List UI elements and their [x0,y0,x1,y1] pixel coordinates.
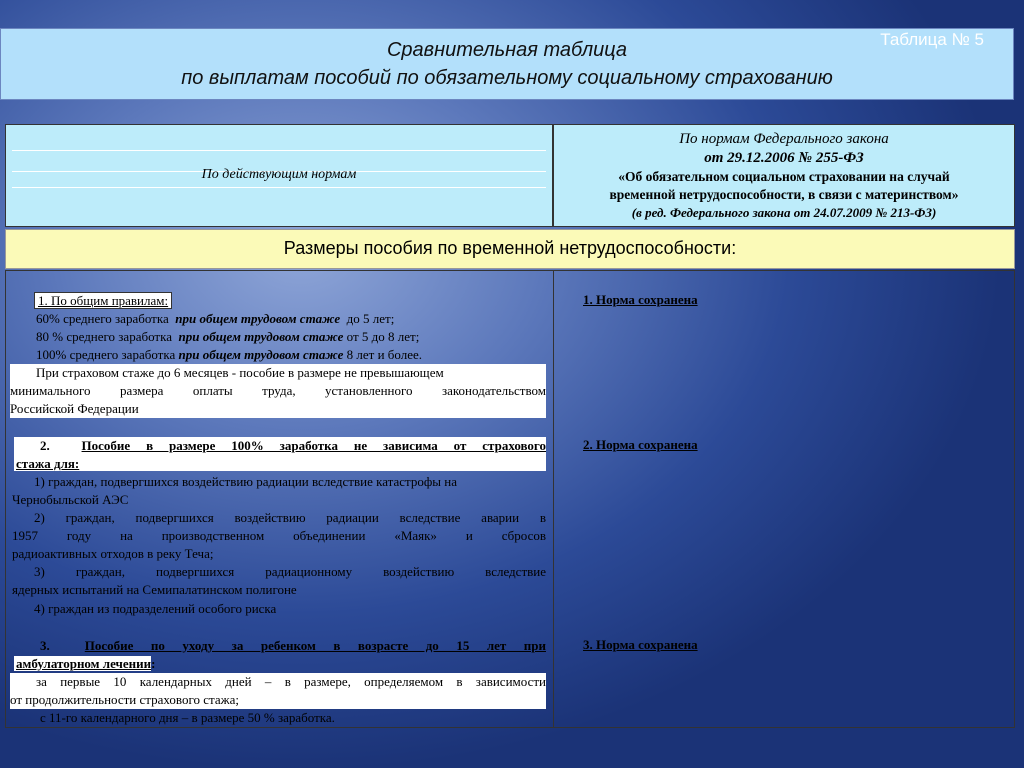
s2-heading-box [14,437,546,471]
s3-heading-box [14,637,546,673]
s2-item2-line3: радиоактивных отходов в реку Теча; [12,546,214,561]
s1-note-box [10,364,546,418]
s1-row1 [36,310,394,328]
s1-row1-a: 60% среднего заработка [36,311,169,326]
s1-heading: 1. По общим правилам: [34,292,172,309]
s1-row1-b: при общем трудовом стаже [175,311,341,326]
s2-item3-line1: 3) граждан, подвергшихся радиационному воздействию вследствие [34,564,546,579]
s1-note-line1: При страховом стаже до 6 месяцев - пособие в размере не превышающем [36,365,444,380]
right-norm-1: 1. Норма сохранена [583,292,698,307]
s2-item1-line1: 1) граждан, подвергшихся воздействию радиации вследствие катастрофы на [34,474,457,489]
right-norm-3: 3. Норма сохранена [583,637,698,652]
s1-row2 [36,328,419,346]
header-right-line1: По нормам Федерального закона [679,131,889,147]
s1-row3 [36,346,422,364]
s3-text-line2: от продолжительности страхового стажа; [10,692,239,707]
s2-item3 [12,563,546,599]
s3-heading-line1: Пособие по уходу за ребенком в возрасте до 15 лет при [84,638,546,653]
s1-note-line3: Российской Федерации [10,401,139,416]
page-title: Сравнительная таблица [386,39,628,61]
section-title: Размеры пособия по временной нетрудоспособности: [283,238,737,258]
s3-heading-colon: : [151,656,156,671]
divider [12,187,546,188]
s3-text [10,673,546,709]
s2-item2-line1: 2) граждан, подвергшихся воздействию радиации вследствие аварии в [34,510,546,525]
header-left-label: По действующим нормам [201,167,357,182]
s3-number: 3. [40,638,50,653]
section-title-band [5,229,1015,269]
s1-heading-box [34,292,172,310]
header-right-line4: временной нетрудоспособности, в связи с материнством» [609,187,959,202]
s2-item2-line2: 1957 году на производственном объединении «Маяк» и сбросов [12,528,546,543]
s2-heading-line2: стажа для: [16,456,80,471]
s2-item1-line2: Чернобыльской АЭС [12,492,129,507]
page-subtitle: по выплатам пособий по обязательному социальному страхованию [181,67,833,89]
header-right-cell [553,124,1015,227]
header-right-line2: от 29.12.2006 № 255-ФЗ [704,150,864,166]
s1-row3-b: при общем трудовом стаже [178,347,344,362]
s1-row2-c: от 5 до 8 лет; [346,329,420,344]
right-norm-2: 2. Норма сохранена [583,437,698,452]
s1-note-line2: минимального размера оплаты труда, установленного законодательством [10,383,546,398]
s3-text-line3: с 11-го календарного дня – в размере 50 % заработка. [40,710,335,725]
s1-row2-a: 80 % среднего заработка [36,329,172,344]
title-band [0,28,1014,100]
s1-row3-a: 100% среднего заработка [36,347,176,362]
column-divider [553,271,554,727]
divider [12,150,546,151]
s2-item2 [12,509,546,563]
s1-row1-c: до 5 лет; [346,311,395,326]
header-right-line3: «Об обязательном социальном страховании на случай [618,169,950,184]
s2-number: 2. [40,438,50,453]
s2-heading-line1: Пособие в размере 100% заработка не зависима от страхового [81,438,547,453]
header-left-cell [5,124,553,227]
s3-heading-line2: амбулаторном лечении [16,656,152,671]
s2-item4: 4) граждан из подразделений особого риска [34,601,277,616]
header-right-line5: (в ред. Федерального закона от 24.07.2009 № 213-ФЗ) [631,205,937,220]
s3-text-line1: за первые 10 календарных дней – в размере, определяемом в зависимости [36,674,546,689]
s1-row2-b: при общем трудовом стаже [178,329,344,344]
s2-item1 [12,473,550,509]
table-number: Таблица № 5 [880,30,984,49]
s1-row3-c: 8 лет и более. [346,347,423,362]
s2-item3-line2: ядерных испытаний на Семипалатинском полигоне [12,582,297,597]
